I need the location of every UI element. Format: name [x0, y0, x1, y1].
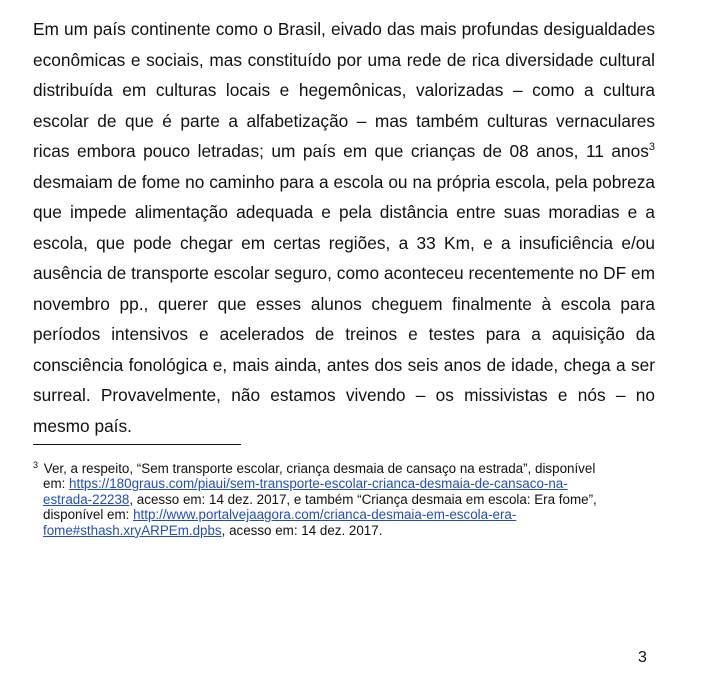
footnote-text-2: em:: [43, 476, 70, 492]
footnote-link-1-part2[interactable]: estrada-22238: [43, 491, 130, 507]
footnote-separator: [33, 444, 241, 445]
page-number: 3: [638, 649, 647, 666]
footnote: [33, 461, 663, 538]
footnote-link-2-part1[interactable]: http://www.portalvejaagora.com/crianca-desmaia-em-escola-era-: [133, 507, 517, 523]
footnote-reference[interactable]: 3: [648, 141, 655, 154]
footnote-text-1: Ver, a respeito, “Sem transporte escolar, criança desmaia de cansaço na estrada”, disponível: [43, 461, 596, 476]
footnote-text-5: , acesso em: 14 dez. 2017.: [221, 522, 383, 538]
footnote-marker: 3: [33, 459, 39, 470]
footnote-link-2-part2[interactable]: fome#sthash.xryARPEm.dpbs: [43, 522, 222, 538]
main-text-part1: Em um país continente como o Brasil, eivado das mais profundas desigualdades econômicas e sociais, mas constituído por uma rede de rica diversidade cultural distribuída em culturas locais e hegemônicas, valorizadas – como a cultura escolar de que é parte a alfabetização – mas também culturas vernaculares ricas embora pouco letradas; um país em que crianças de 08 anos, 11 anos: [33, 19, 655, 161]
main-text-part2: desmaiam de fome no caminho para a escola ou na própria escola, pela pobreza que impede alimentação adequada e pela distância entre suas moradias e a escola, que pode chegar em certas regiões, a 33 Km, e a insuficiência e/ou ausência de transporte escolar seguro, como aconteceu recentemente no DF em novembro pp., querer que esses alunos cheguem finalmente à escola para períodos intensivos e acelerados de treinos e testes para a aquisição da consciência fonológica e, mais ainda, antes dos seis anos de idade, chega a ser surreal. Provavelmente, não estamos vivendo – os missivistas e nós – no mesmo país.: [33, 171, 655, 436]
footnote-text-3: , acesso em: 14 dez. 2017, e também “Criança desmaia em escola: Era fome”,: [129, 491, 597, 507]
footnote-link-1-part1[interactable]: https://180graus.com/piaui/sem-transporte-escolar-crianca-desmaia-de-cansaco-na-: [69, 476, 568, 492]
main-paragraph: [33, 14, 655, 441]
footnote-text-4: disponível em:: [43, 507, 134, 523]
